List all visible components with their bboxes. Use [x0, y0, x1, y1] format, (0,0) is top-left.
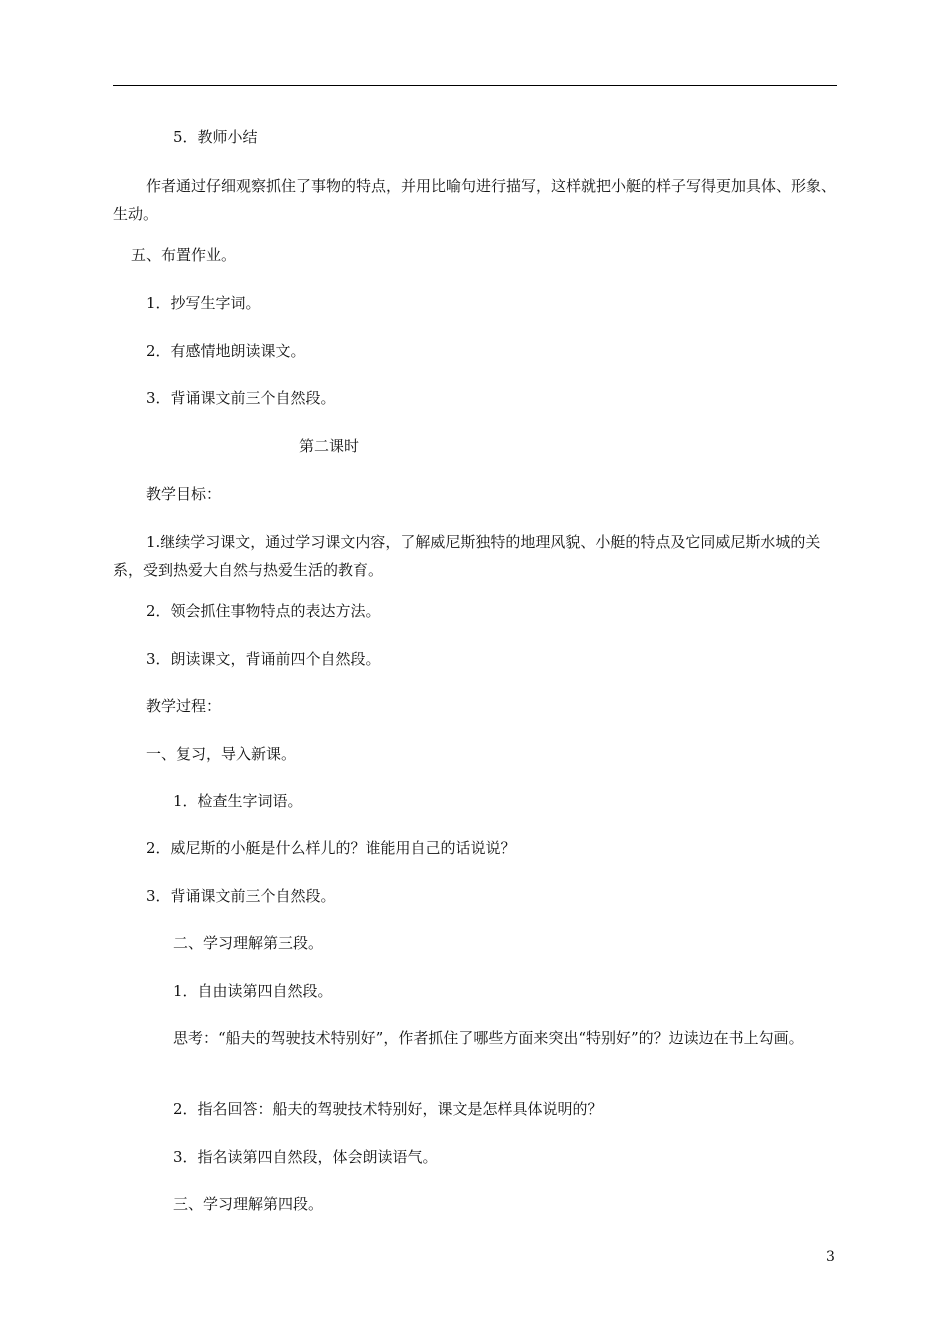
section-heading-third-part: 二、学习理解第三段。	[173, 934, 324, 952]
goal-item-3: 3．朗读课文，背诵前四个自然段。	[146, 650, 381, 668]
section-heading-review: 一、复习，导入新课。	[146, 745, 297, 763]
review-item-1: 1．检查生字词语。	[173, 792, 303, 810]
lesson-title-second-period: 第二课时	[299, 437, 360, 455]
header-rule	[113, 85, 837, 86]
review-item-3: 3．背诵课文前三个自然段。	[146, 887, 336, 905]
third-part-item-1: 1．自由读第四自然段。	[173, 982, 333, 1000]
goal-item-1: 1.继续学习课文，通过学习课文内容，了解威尼斯独特的地理风貌、小艇的特点及它同威尼斯水城的关系，受到热爱大自然与热爱生活的教育。	[113, 533, 821, 579]
third-part-item-2: 2．指名回答：船夫的驾驶技术特别好，课文是怎样具体说明的？	[173, 1100, 603, 1118]
page-number: 3	[826, 1249, 835, 1265]
paragraph-summary-text: 作者通过仔细观察抓住了事物的特点，并用比喻句进行描写，这样就把小艇的样子写得更加具体、形象、生动。	[113, 177, 837, 223]
heading-teaching-process: 教学过程：	[146, 697, 222, 715]
third-part-item-3: 3．指名读第四自然段，体会朗读语气。	[173, 1148, 438, 1166]
section-heading-fourth-part: 三、学习理解第四段。	[173, 1195, 324, 1213]
section-heading-homework: 五、布置作业。	[131, 246, 237, 264]
item-teacher-summary: 5．教师小结	[173, 128, 258, 146]
homework-item-1: 1．抄写生字词。	[146, 294, 261, 312]
thinking-question: 思考：“船夫的驾驶技术特别好”，作者抓住了哪些方面来突出“特别好”的？边读边在书上勾画。	[173, 1029, 804, 1047]
goal-item-2: 2．领会抓住事物特点的表达方法。	[146, 602, 381, 620]
homework-item-3: 3．背诵课文前三个自然段。	[146, 389, 336, 407]
heading-teaching-goals: 教学目标：	[146, 485, 222, 503]
review-item-2: 2．威尼斯的小艇是什么样儿的？谁能用自己的话说说？	[146, 839, 516, 857]
homework-item-2: 2．有感情地朗读课文。	[146, 342, 306, 360]
